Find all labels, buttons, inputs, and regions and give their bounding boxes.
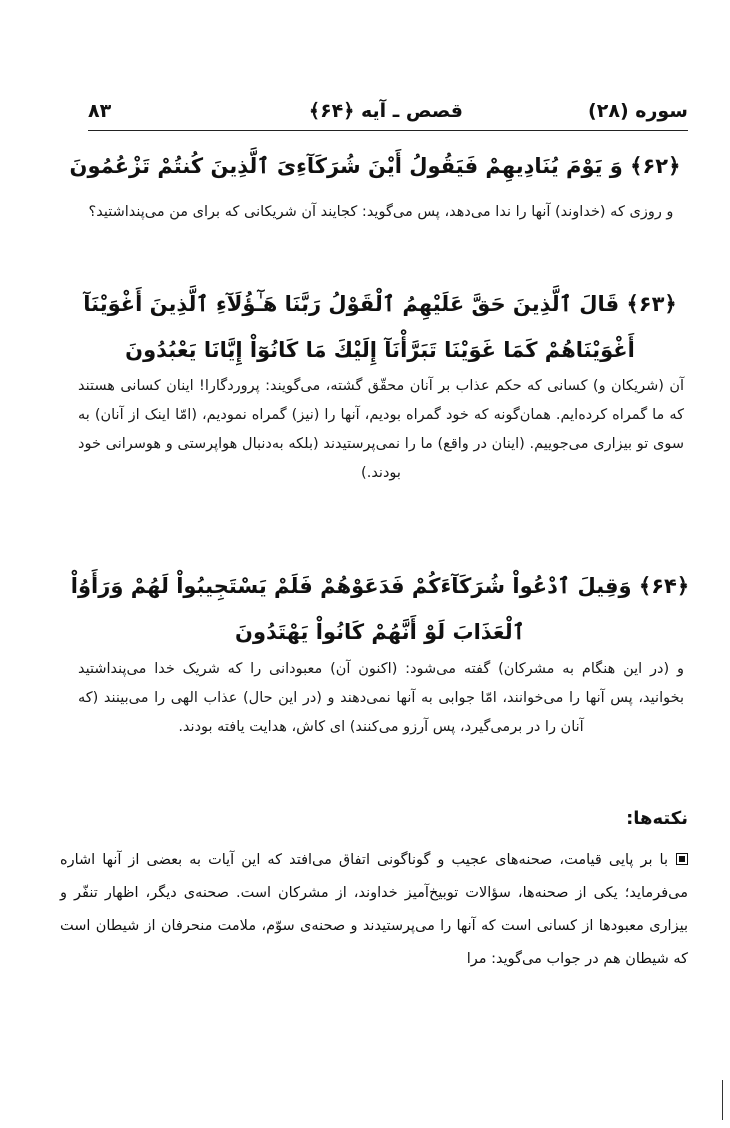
surah-label: سوره (۲۸) — [588, 100, 688, 122]
notes-paragraph — [60, 844, 688, 976]
verse-62-translation: و روزى كه (خداوند) آنها را ندا مى‌دهد، پس مى‌گويد: كجايند آن شريكانى كه براى من مى‌پنداشتيد؟ — [88, 204, 674, 220]
bullet-icon — [676, 853, 688, 865]
verse-63-arabic: ﴿۶۳﴾ قَالَ ٱلَّذِينَ حَقَّ عَلَيْهِمُ ٱلْقَوْلُ رَبَّنَا هَـٰٓؤُلَآءِ ٱلَّذِينَ أَغْوَيْنَآ أَغْوَيْنَاهُمْ كَمَا غَوَيْنَا تَبَرَّأْنَآ إِلَيْكَ مَا كَانُوٓاْ إِيَّانَا يَعْبُدُونَ — [83, 292, 677, 362]
verse-62-arabic: ﴿۶۲﴾ وَ يَوْمَ يُنَادِيهِمْ فَيَقُولُ أَيْنَ شُرَكَآءِىَ ٱلَّذِينَ كُنتُمْ تَزْعُمُونَ — [69, 154, 681, 178]
page-number: ۸۳ — [88, 100, 112, 122]
page-header — [88, 96, 688, 130]
verse-63-translation: آن (شريكان و) كسانى كه حكم عذاب بر آنان محقّق گشته، مى‌گويند: پروردگارا! اينان كسانى هستند كه ما گمراه كرده‌ايم. همان‌گونه كه خود گمراه بوديم، آنها را (نيز) گمراه نموديم، (امّا اينک از آنان) به سوى تو بيزارى مى‌جوييم. (اينان در واقع) ما را نمى‌پرستيدند (بلكه به‌دنبال هواپرستى و هوسرانى خود بودند.) — [78, 378, 684, 481]
margin-mark — [722, 1080, 723, 1120]
notes-heading: نكته‌ها: — [626, 808, 688, 829]
verse-64-translation: و (در اين هنگام به مشركان) گفته مى‌شود: (اكنون آن) معبودانى را كه شريک خدا مى‌پنداشتيد بخوانيد، پس آنها را مى‌خوانند، امّا جوابى به آنها نمى‌دهند و (در اين حال) عذاب الهى را مى‌بينند (كه آنان را در برمى‌گيرد، پس آرزو مى‌كنند) اى كاش، هدايت يافته بودند. — [78, 661, 684, 735]
notes-text: با بر پايى قيامت، صحنه‌هاى عجيب و گوناگونى اتفاق مى‌افتد كه اين آيات به بعضى از آنها اشاره مى‌فرمايد؛ يكى از صحنه‌ها، سؤالات توبيخ‌آميز خداوند، از مشركان است. صحنه‌ى ديگر، اظهار تنفّر و بيزارى معبودها از كسانى است كه آنها را مى‌پرستيدند و صحنه‌ى سوّم، ملامت منحرفان از شيطان است كه شيطان هم در جواب مى‌گويد: مرا — [60, 852, 688, 967]
verse-64-arabic: ﴿۶۴﴾ وَقِيلَ ٱدْعُواْ شُرَكَآءَكُمْ فَدَعَوْهُمْ فَلَمْ يَسْتَجِيبُواْ لَهُمْ وَرَأَوُاْ ٱلْعَذَابَ لَوْ أَنَّهُمْ كَانُواْ يَهْتَدُونَ — [70, 574, 690, 644]
header-divider — [88, 130, 688, 131]
section-title: قصص ـ آیه ﴿۶۴﴾ — [308, 100, 463, 122]
